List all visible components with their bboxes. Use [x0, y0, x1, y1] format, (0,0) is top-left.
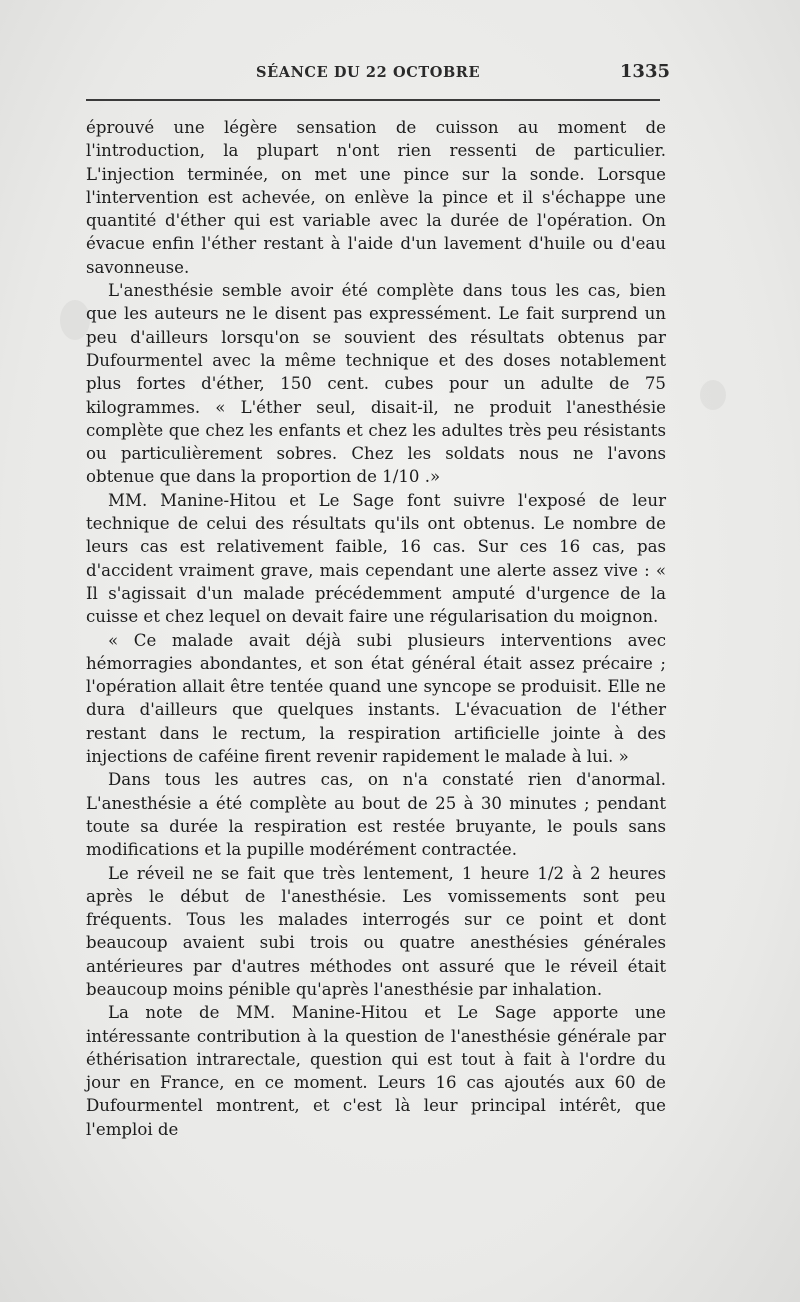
page-header [86, 58, 670, 88]
running-title: SÉANCE DU 22 OCTOBRE [256, 64, 481, 81]
paragraph: MM. Manine-Hitou et Le Sage font suivre l'exposé de leur technique de celui des résultats qu'ils ont obtenus. Le nombre de leurs cas est relativement faible, 16 cas. Sur ces 16 cas, pas d'accident vraiment grave, mais cependant une alerte assez vive : « Il s'agissait d'un malade précédemment amputé d'urgence de la cuisse et chez lequel on devait faire une régularisation du moignon. [86, 490, 666, 627]
page-stain [700, 380, 726, 410]
paragraph: Le réveil ne se fait que très lentement, 1 heure 1/2 à 2 heures après le début de l'anesthésie. Les vomissements sont peu fréquents. Tous les malades interrogés sur ce point et dont beaucoup avaient subi trois ou quatre anesthésies générales antérieures par d'autres méthodes ont assuré que le réveil était beaucoup moins pénible qu'après l'anesthésie par inhalation. [86, 863, 666, 999]
paragraph: « Ce malade avait déjà subi plusieurs interventions avec hémorragies abondantes, et son état général était assez précaire ; l'opération allait être tentée quand une syncope se produisit. Elle ne dura d'ailleurs que quelques instants. L'évacuation de l'éther restant dans le rectum, la respiration artificielle jointe à des injections de caféine firent revenir rapidement le malade à lui. » [86, 630, 666, 767]
page-number: 1335 [619, 61, 670, 82]
header-rule [86, 99, 660, 101]
body-text [86, 116, 666, 1141]
paragraph: La note de MM. Manine-Hitou et Le Sage apporte une intéressante contribution à la question de l'anesthésie générale par éthérisation intrarectale, question qui est tout à fait à l'ordre du jour en France, en ce moment. Leurs 16 cas ajoutés aux 60 de Dufourmentel montrent, et c'est là leur principal intérêt, que l'emploi de [86, 1003, 666, 1139]
paragraph: Dans tous les autres cas, on n'a constaté rien d'anormal. L'anesthésie a été complète au bout de 25 à 30 minutes ; pendant toute sa durée la respiration est restée bruyante, le pouls sans modifications et la pupille modérément contractée. [86, 770, 666, 860]
paragraph: L'anesthésie semble avoir été complète dans tous les cas, bien que les auteurs ne le disent pas expressément. Le fait surprend un peu d'ailleurs lorsqu'on se souvient des résultats obtenus par Dufourmentel avec la même technique et des doses notablement plus fortes d'éther, 150 cent. cubes pour un adulte de 75 kilogrammes. « L'éther seul, disait-il, ne produit l'anesthésie complète que chez les enfants et chez les adultes très peu résistants ou particulièrement sobres. Chez les soldats nous ne l'avons obtenue que dans la proportion de 1/10 .» [86, 281, 666, 487]
paragraph: éprouvé une légère sensation de cuisson au moment de l'introduction, la plupart n'ont rien ressenti de particulier. L'injection terminée, on met une pince sur la sonde. Lorsque l'intervention est achevée, on enlève la pince et il s'échappe une quantité d'éther qui est variable avec la durée de l'opération. On évacue enfin l'éther restant à l'aide d'un lavement d'huile ou d'eau savonneuse. [86, 118, 666, 277]
